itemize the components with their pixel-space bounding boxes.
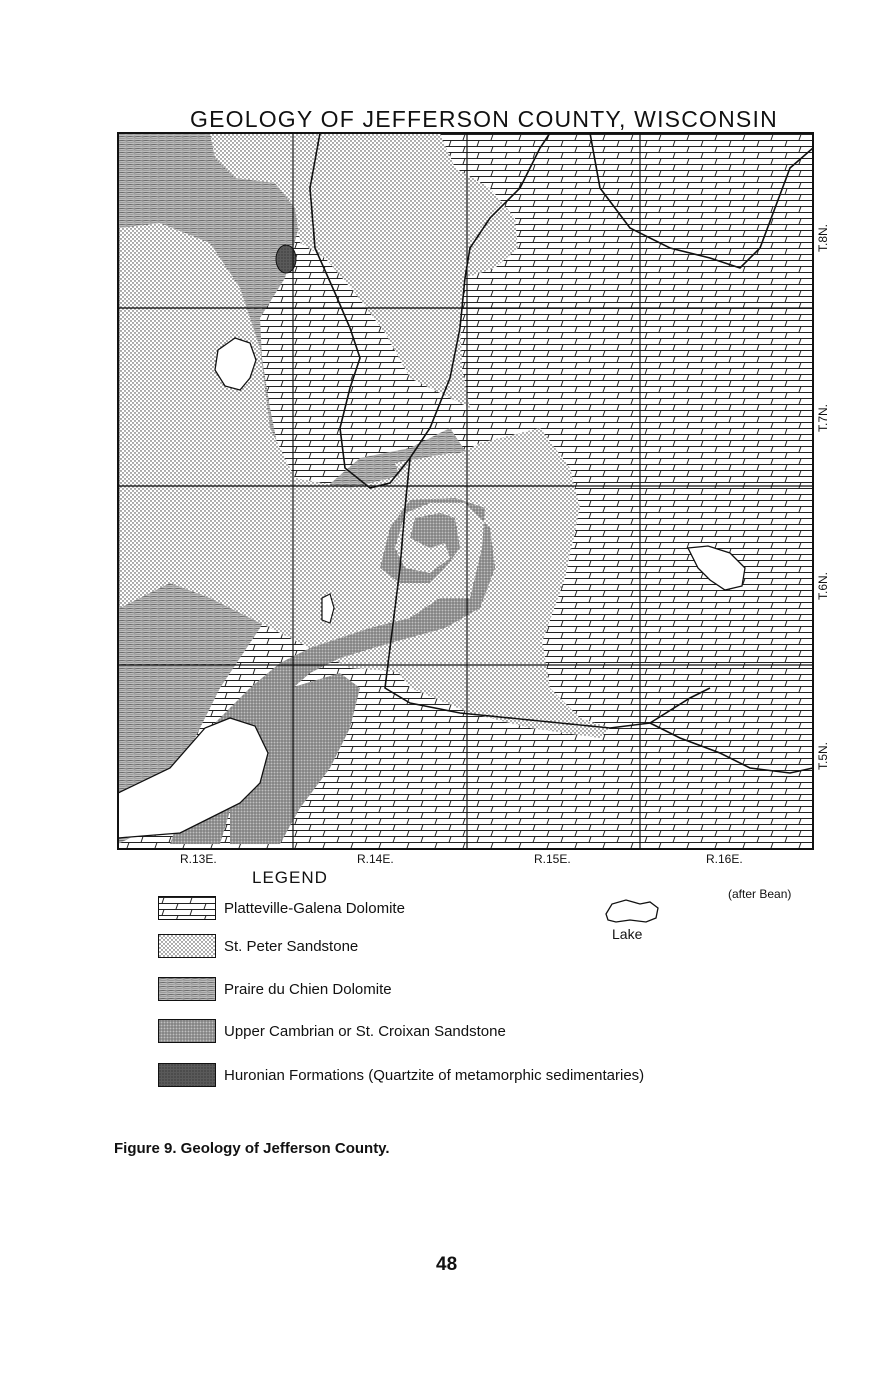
township-label-t8n: T.8N. [816, 223, 830, 252]
page-number: 48 [436, 1254, 458, 1275]
legend-item-st-peter [158, 932, 358, 960]
geologic-map [110, 128, 820, 852]
swatch-brick [158, 896, 216, 920]
legend-label: Praire du Chien Dolomite [224, 980, 392, 998]
legend-label: Huronian Formations (Quartzite of metamorphic sedimentaries) [224, 1066, 645, 1084]
lake-label: Lake [612, 926, 643, 942]
legend-item-prairie-du-chien [158, 975, 392, 1003]
range-label-r16e: R.16E. [706, 852, 743, 866]
legend-item-upper-cambrian [158, 1017, 506, 1045]
swatch-dark [158, 1063, 216, 1087]
legend-label: St. Peter Sandstone [224, 937, 359, 955]
swatch-stipple [158, 1019, 216, 1043]
legend-item-huronian [158, 1061, 644, 1089]
range-label-r13e: R.13E. [180, 852, 217, 866]
township-label-t7n: T.7N. [816, 403, 830, 432]
range-label-r14e: R.14E. [357, 852, 394, 866]
township-label-t6n: T.6N. [816, 571, 830, 600]
legend-label: Upper Cambrian or St. Croixan Sandstone [224, 1022, 506, 1040]
map-title: GEOLOGY OF JEFFERSON COUNTY, WISCONSIN [190, 106, 778, 132]
lake-key-icon [600, 894, 664, 928]
township-label-t5n: T.5N. [816, 741, 830, 770]
swatch-dots [158, 934, 216, 958]
legend-label: Platteville-Galena Dolomite [224, 899, 405, 917]
map-credit: (after Bean) [728, 887, 792, 901]
legend-heading: LEGEND [252, 868, 328, 887]
swatch-hatch [158, 977, 216, 1001]
legend-item-platteville [158, 894, 405, 922]
range-label-r15e: R.15E. [534, 852, 571, 866]
figure-caption: Figure 9. Geology of Jefferson County. [114, 1140, 390, 1157]
